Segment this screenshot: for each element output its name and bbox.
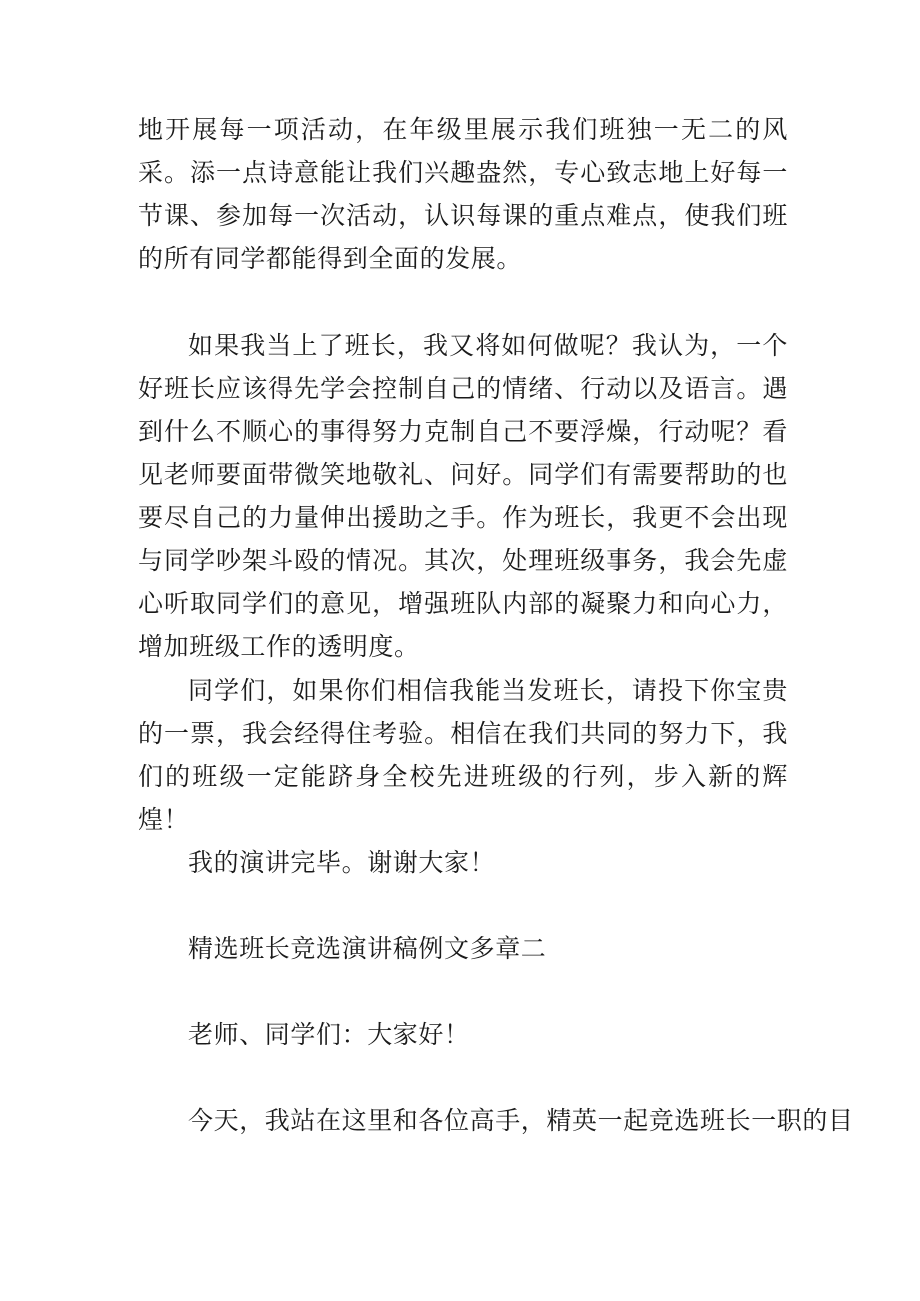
greeting-line: 老师、同学们：大家好！ [188,1020,470,1049]
section-heading: 精选班长竞选演讲稿例文多章二 [188,934,547,963]
paragraph-vote-appeal: 同学们，如果你们相信我能当发班长，请投下你宝贵的一票，我会经得住考验。相信在我们共同的努力下，我们的班级一定能跻身全校先进班级的行列，步入新的辉煌！ [138,676,788,834]
opening-line: 今天，我站在这里和各位高手，精英一起竞选班长一职的目 [188,1106,854,1135]
closing-line: 我的演讲完毕。谢谢大家！ [188,848,496,877]
paragraph-how-to-be-monitor: 如果我当上了班长，我又将如何做呢？我认为，一个好班长应该得先学会控制自己的情绪、行动以及语言。遇到什么不顺心的事得努力克制自己不要浮燥，行动呢？看见老师要面带微笑地敬礼、问好。同学们有需要帮助的也要尽自己的力量伸出援助之手。作为班长，我更不会出现与同学吵架斗殴的情况。其次，处理班级事务，我会先虚心听取同学们的意见，增强班队内部的凝聚力和向心力，增加班级工作的透明度。 [138,331,788,661]
paragraph-continued: 地开展每一项活动，在年级里展示我们班独一无二的风采。添一点诗意能让我们兴趣盎然，专心致志地上好每一节课、参加每一次活动，认识每课的重点难点，使我们班的所有同学都能得到全面的发展。 [138,115,788,273]
